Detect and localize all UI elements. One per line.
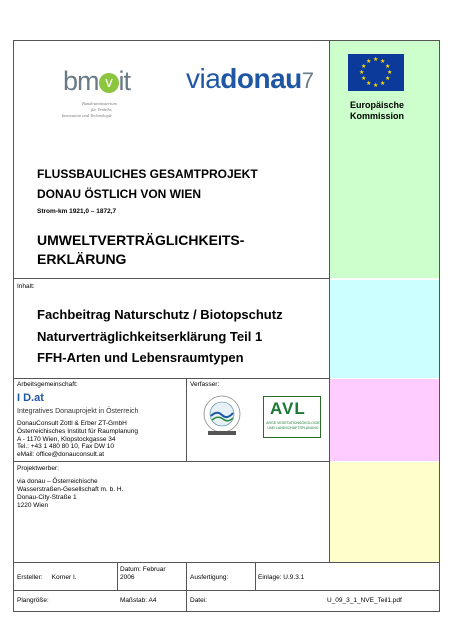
avl-logo xyxy=(263,396,321,438)
projektwerber-label: Projektwerber: xyxy=(17,465,59,472)
id-at-logo: I D.at xyxy=(17,392,44,404)
star-icon: ★ xyxy=(380,59,386,65)
eu-label xyxy=(349,100,405,122)
star-icon: ★ xyxy=(385,64,391,70)
strom-km: Strom-km 1921,0 – 1872,7 xyxy=(37,208,117,215)
verfasser-label: Verfasser: xyxy=(190,381,220,388)
id-at-subtitle: Integratives Donauprojekt in Österreich xyxy=(17,408,139,415)
viadonau-logo-text-bold: donau xyxy=(220,63,302,94)
viadonau-logo-mark: 7 xyxy=(301,68,314,93)
inhalt-line2: Naturverträglichkeitserklärung Teil 1 xyxy=(37,329,263,344)
column-divider xyxy=(255,562,256,590)
bmvit-subtitle-line: Innovation und Technologie xyxy=(61,113,112,118)
address-line: 1220 Wien xyxy=(17,502,49,509)
bmvit-subtitle-line: Bundesministerium xyxy=(82,101,117,106)
ersteller: Ersteller: Korner I. xyxy=(17,574,77,581)
avl-logo-letters: AVL xyxy=(270,399,306,418)
arbeitsgemeinschaft-address xyxy=(17,420,138,459)
plangroesse: Plangröße: xyxy=(17,597,49,604)
divider xyxy=(13,562,440,563)
eu-label-line: Kommission xyxy=(349,111,404,121)
divider xyxy=(13,378,329,379)
column-divider xyxy=(117,562,118,590)
divider xyxy=(13,461,329,462)
eu-label-line: Europäische xyxy=(349,100,405,110)
address-line: via donau – Österreichische xyxy=(17,478,98,485)
project-title-line1: FLUSSBAULICHES GESAMTPROJEKT xyxy=(37,167,258,181)
address-line: Donau-City-Straße 1 xyxy=(17,494,77,501)
divider xyxy=(13,590,440,591)
star-icon: ★ xyxy=(361,64,367,70)
bmvit-logo-text: bm xyxy=(63,66,99,96)
star-icon: ★ xyxy=(387,70,393,76)
project-title-line2: DONAU ÖSTLICH VON WIEN xyxy=(37,187,201,201)
projektwerber-address xyxy=(17,478,123,510)
star-icon: ★ xyxy=(373,83,379,89)
page-frame xyxy=(13,40,440,612)
datei-name: U_09_3_1_NVE_Teil1.pdf xyxy=(327,597,402,604)
arbeitsgemeinschaft-label: Arbeitsgemeinschaft: xyxy=(17,381,78,388)
address-line: Österreichisches Institut für Raumplanung xyxy=(17,427,139,435)
document-title-line2: ERKLÄRUNG xyxy=(37,251,127,267)
star-icon: ★ xyxy=(359,70,365,76)
star-icon: ★ xyxy=(385,76,391,82)
datei-label: Datei: xyxy=(190,597,207,604)
address-line: DonauConsult Zottl & Erber ZT-GmbH xyxy=(17,420,127,427)
address-line: eMail: office@donauconsult.at xyxy=(17,451,105,459)
star-icon: ★ xyxy=(366,81,372,87)
einlage: Einlage: U.9.3.1 xyxy=(258,574,305,581)
viadonau-logo xyxy=(186,63,314,95)
bmvit-logo-text: it xyxy=(118,66,131,96)
bmvit-subtitle-line: für Verkehr, xyxy=(91,107,112,112)
divider xyxy=(13,278,329,279)
address-line: Wasserstraßen-Gesellschaft m. b. H. xyxy=(17,486,124,493)
datum-line: 2006 xyxy=(120,574,135,581)
star-icon: ★ xyxy=(361,76,367,82)
bmvit-subtitle xyxy=(61,101,117,119)
star-icon: ★ xyxy=(366,59,372,65)
address-line: A - 1170 Wien, Klopstockgasse 34 xyxy=(17,435,116,443)
bmvit-logo-circle: v xyxy=(99,73,119,93)
viadonau-logo-text: via xyxy=(186,63,221,94)
inhalt-label: Inhalt: xyxy=(17,283,35,290)
star-icon: ★ xyxy=(373,57,379,63)
bueros-seal-icon xyxy=(202,393,242,437)
eu-flag-icon xyxy=(348,54,404,91)
datum-line: Datum: Februar xyxy=(120,566,166,573)
massstab: Maßstab: A4 xyxy=(120,597,157,604)
inhalt-line1: Fachbeitrag Naturschutz / Biotopschutz xyxy=(37,307,283,322)
column-divider xyxy=(186,562,187,612)
column-divider xyxy=(329,40,330,562)
document-title-line1: UMWELTVERTRÄGLICHKEITS- xyxy=(37,232,245,248)
star-icon: ★ xyxy=(380,81,386,87)
column-divider xyxy=(186,378,187,461)
avl-logo-subtitle: ARGE VEGETATIONSÖKOLOGIE UND LANDSCHAFTSPLANUNG xyxy=(266,421,320,430)
datum xyxy=(120,566,166,582)
ausfertigung: Ausfertigung: xyxy=(190,574,229,581)
bmvit-logo xyxy=(63,66,130,97)
address-line: Tel.: +43 1 480 80 10, Fax DW 10 xyxy=(17,443,115,451)
inhalt-line3: FFH-Arten und Lebensraumtypen xyxy=(37,350,244,365)
